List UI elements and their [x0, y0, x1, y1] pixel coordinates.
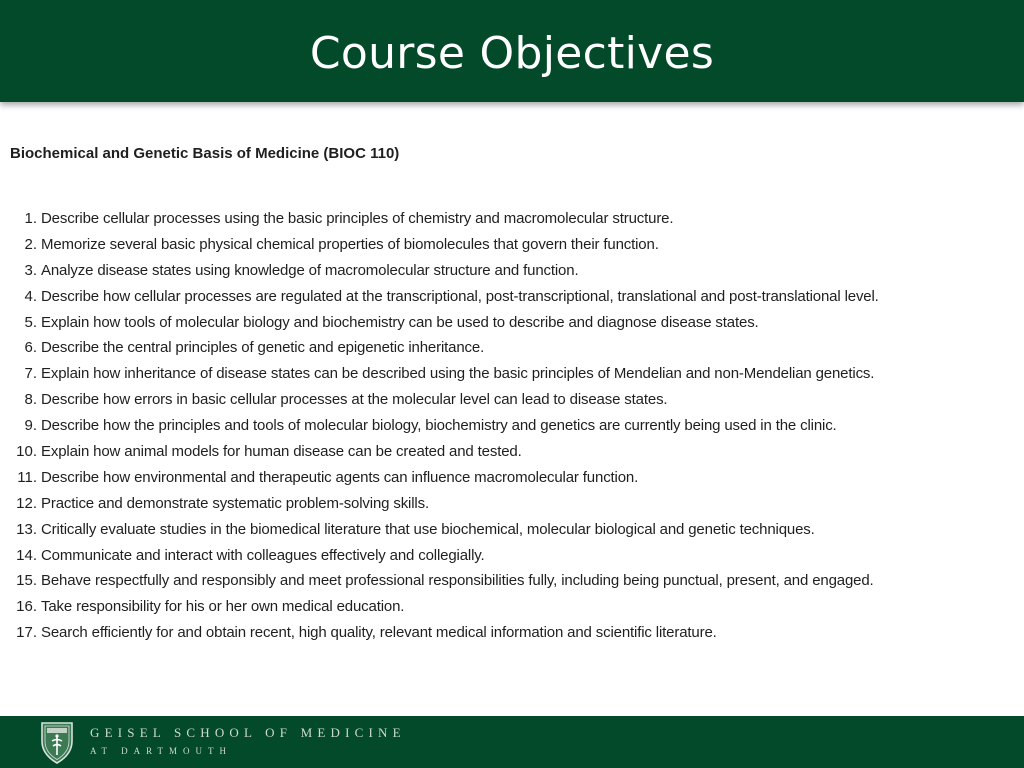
item-number: 7. [24, 365, 37, 383]
item-text: Practice and demonstrate systematic problem-solving skills. [41, 494, 429, 512]
list-item [10, 413, 1020, 439]
item-number: 12. [16, 494, 37, 512]
item-number: 4. [24, 287, 37, 305]
list-item [10, 568, 1020, 594]
list-item [10, 594, 1020, 620]
item-number: 8. [24, 391, 37, 409]
item-text: Analyze disease states using knowledge of macromolecular structure and function. [41, 261, 579, 279]
list-item [10, 335, 1020, 361]
item-number: 13. [16, 520, 37, 538]
list-item [10, 620, 1020, 646]
school-name: GEISEL SCHOOL OF MEDICINE [90, 725, 406, 740]
item-text: Describe how cellular processes are regulated at the transcriptional, post-transcriptional, translational and post-translational level. [41, 287, 879, 305]
list-item [10, 258, 1020, 284]
item-number: 11. [17, 468, 37, 486]
list-item [10, 310, 1020, 336]
slide-header [0, 0, 1024, 102]
item-text: Describe how environmental and therapeutic agents can influence macromolecular function. [41, 468, 639, 486]
item-number: 1. [24, 210, 37, 227]
item-text: Describe how errors in basic cellular processes at the molecular level can lead to disease states. [41, 391, 668, 409]
list-item [10, 232, 1020, 258]
slide-title: Course Objectives [309, 27, 715, 79]
list-item [10, 439, 1020, 465]
item-number: 15. [16, 572, 37, 590]
list-item [10, 361, 1020, 387]
item-text: Describe how the principles and tools of molecular biology, biochemistry and genetics are currently being used in the clinic. [41, 417, 837, 435]
item-text: Search efficiently for and obtain recent, high quality, relevant medical information and scientific literature. [41, 624, 717, 642]
school-subtitle: AT DARTMOUTH [90, 746, 233, 756]
slide-content [10, 142, 1020, 642]
list-item [10, 465, 1020, 491]
shield-icon [38, 719, 76, 765]
item-number: 17. [16, 624, 37, 642]
item-number: 16. [16, 598, 37, 616]
item-number: 2. [24, 235, 37, 253]
item-text: Explain how tools of molecular biology and biochemistry can be used to describe and diagnose disease states. [41, 313, 759, 331]
course-title: Biochemical and Genetic Basis of Medicine (BIOC 110) [10, 145, 400, 162]
item-text: Critically evaluate studies in the biomedical literature that use biochemical, molecular biological and genetic techniques. [41, 520, 815, 538]
list-item [10, 517, 1020, 543]
item-text: Describe the central principles of genetic and epigenetic inheritance. [41, 339, 485, 357]
item-text: Memorize several basic physical chemical properties of biomolecules that govern their function. [41, 235, 659, 253]
item-text: Behave respectfully and responsibly and meet professional responsibilities fully, including being punctual, present, and engaged. [41, 572, 874, 590]
item-number: 10. [16, 443, 37, 461]
item-text: Take responsibility for his or her own medical education. [41, 598, 405, 616]
list-item [10, 387, 1020, 413]
list-item [10, 543, 1020, 569]
list-item [10, 206, 1020, 232]
item-text: Explain how inheritance of disease states can be described using the basic principles of Mendelian and non-Mendelian genetics. [41, 365, 875, 383]
item-text: Communicate and interact with colleagues effectively and collegially. [41, 546, 485, 564]
objectives-list [10, 206, 1020, 646]
slide-footer [0, 716, 1024, 768]
item-number: 6. [24, 339, 37, 357]
item-text: Explain how animal models for human disease can be created and tested. [41, 443, 522, 461]
item-text: Describe cellular processes using the basic principles of chemistry and macromolecular structure. [41, 210, 674, 227]
item-number: 9. [24, 417, 37, 435]
item-number: 5. [24, 313, 37, 331]
list-item [10, 491, 1020, 517]
item-number: 3. [24, 261, 37, 279]
list-item [10, 284, 1020, 310]
item-number: 14. [16, 546, 37, 564]
